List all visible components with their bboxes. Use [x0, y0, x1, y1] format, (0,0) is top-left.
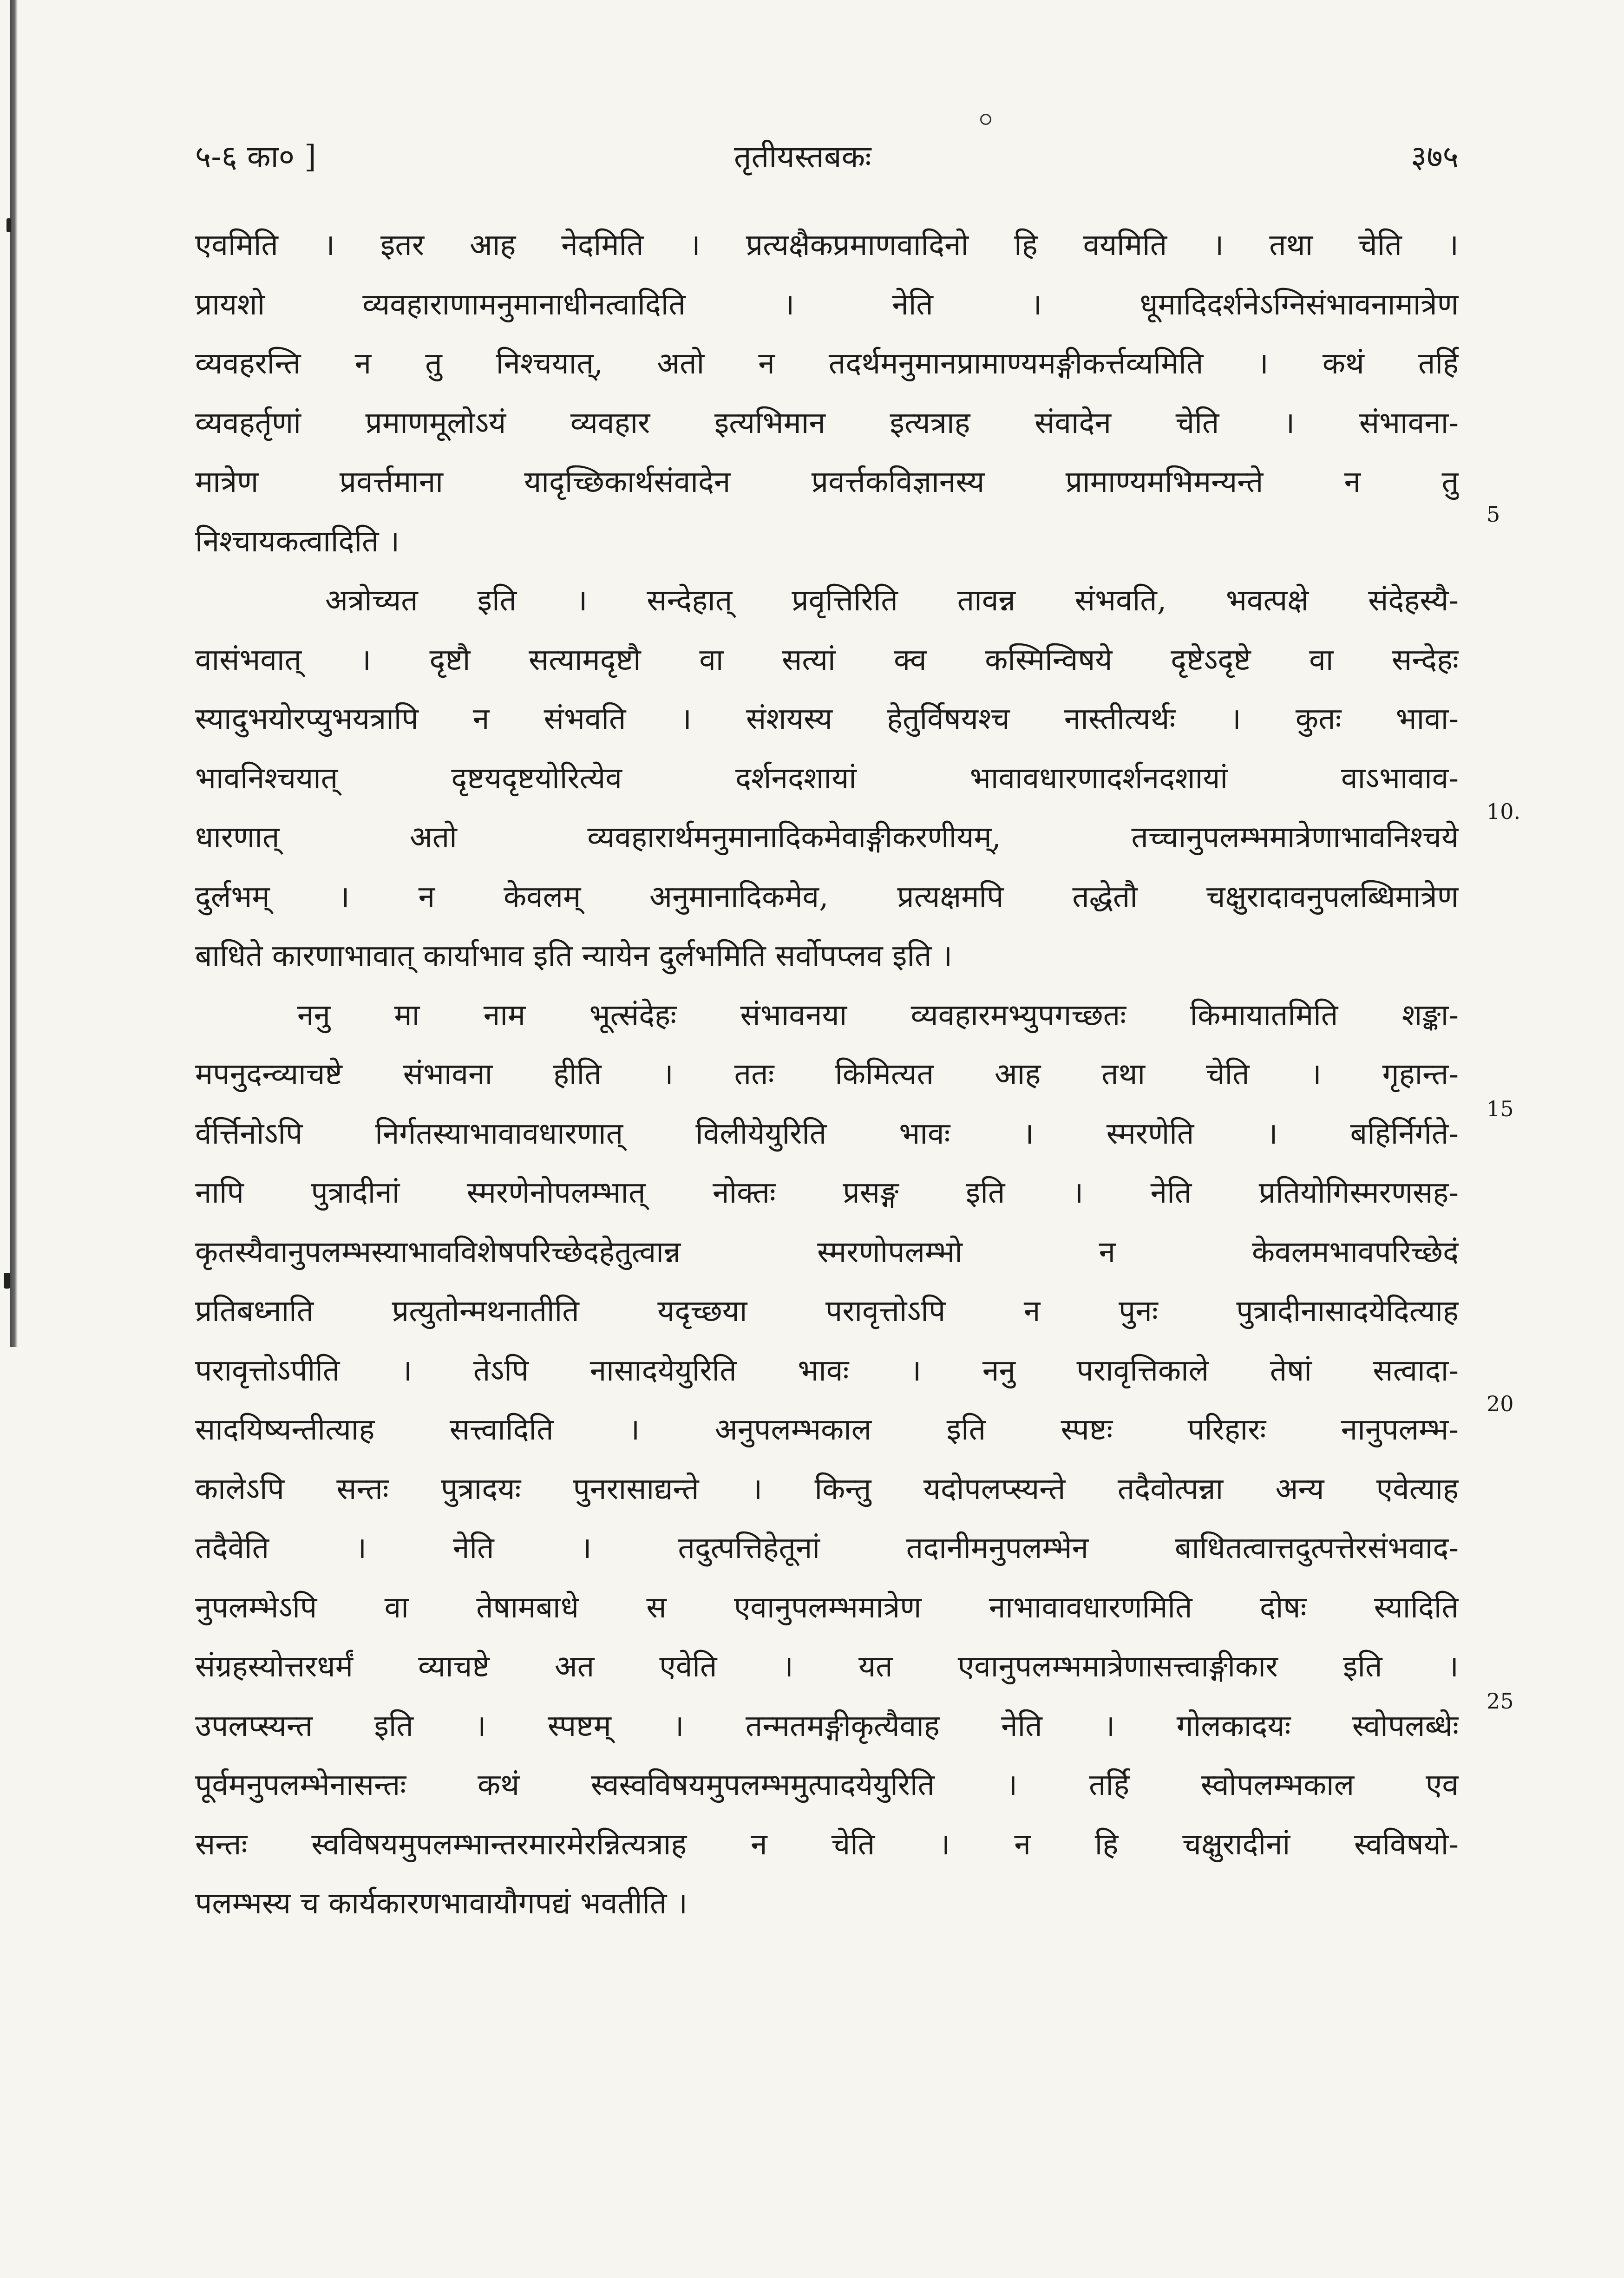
text-line: व्यवहर्तृणां प्रमाणमूलोऽयं व्यवहार इत्यभिमान इत्यत्राह संवादेन चेति । संभावना- — [195, 406, 1459, 440]
binding-mark — [4, 1273, 10, 1289]
text-line: कालेऽपि सन्तः पुत्रादयः पुनरासाद्यन्ते । किन्तु यदोपलप्स्यन्ते तदैवोत्पन्ना अन्य एवेत्याह — [195, 1472, 1459, 1506]
text-line: नापि पुत्रादीनां स्मरणेनोपलम्भात् नोक्तः प्रसङ्ग इति । नेति प्रतियोगिस्मरणसह- — [195, 1176, 1459, 1210]
text-line: उपलप्स्यन्त इति । स्पष्टम् । तन्मतमङ्गीकृत्यैवाह नेति । गोलकादयः स्वोपलब्धेः — [195, 1708, 1459, 1743]
text-line: सादयिष्यन्तीत्याह सत्त्वादिति । अनुपलम्भकाल इति स्पष्टः परिहारः नानुपलम्भ- — [195, 1413, 1459, 1447]
text-line: पूर्वमनुपलम्भेनासन्तः कथं स्वस्वविषयमुपलम्भमुत्पादयेयुरिति । तर्हि स्वोपलम्भकाल एव — [195, 1768, 1459, 1802]
text-line: तदैवेति । नेति । तदुत्पत्तिहेतूनां तदानीमनुपलम्भेन बाधितत्वात्तदुत्पत्तेरसंभवाद- — [195, 1531, 1459, 1565]
text-line: अत्रोच्यत इति । सन्देहात् प्रवृत्तिरिति तावन्न संभवति, भवत्पक्षे संदेहस्यै- — [325, 583, 1459, 618]
text-line: संग्रहस्योत्तरधर्मं व्याचष्टे अत एवेति । यत एवानुपलम्भमात्रेणासत्त्वाङ्गीकार इति । — [195, 1650, 1459, 1684]
text-line: वासंभवात् । दृष्टौ सत्यामदृष्टौ वा सत्यां क्व कस्मिन्विषये दृष्टेऽदृष्टे वा सन्देहः — [195, 642, 1459, 677]
text-line: मात्रेण प्रवर्त्तमाना यादृच्छिकार्थसंवादेन प्रवर्त्तकविज्ञानस्य प्रामाण्यमभिमन्यन्ते न तु — [195, 465, 1459, 499]
chapter-title: तृतीयस्तबकः — [734, 139, 871, 175]
text-line: एवमिति । इतर आह नेदमिति । प्रत्यक्षैकप्रमाणवादिनो हि वयमिति । तथा चेति । — [195, 228, 1459, 262]
page-binding-edge — [10, 0, 18, 1347]
text-line: प्रायशो व्यवहाराणामनुमानाधीनत्वादिति । नेति । धूमादिदर्शनेऽग्निसंभावनामात्रेण — [195, 287, 1459, 322]
ink-dot — [980, 114, 991, 125]
text-line: सन्तः स्वविषयमुपलम्भान्तरमारमेरन्नित्यत्राह न चेति । न हि चक्षुरादीनां स्वविषयो- — [195, 1827, 1459, 1862]
commentary-body — [195, 216, 1459, 1934]
binding-mark — [7, 218, 11, 232]
line-number: 15 — [1486, 1096, 1514, 1121]
line-number: 20 — [1486, 1391, 1514, 1416]
text-line: निश्चायकत्वादिति । — [195, 524, 400, 559]
text-line: बाधिते कारणाभावात् कार्याभाव इति न्यायेन दुर्लभमिति सर्वोपप्लव इति । — [195, 939, 953, 973]
text-line: प्रतिबध्नाति प्रत्युतोन्मथनातीति यदृच्छया परावृत्तोऽपि न पुनः पुत्रादीनासादयेदित्याह — [195, 1294, 1459, 1329]
text-line: ननु मा नाम भूत्संदेहः संभावनया व्यवहारमभ्युपगच्छतः किमायातमिति शङ्का- — [297, 998, 1459, 1033]
line-number: 5 — [1486, 502, 1500, 527]
text-line: र्वर्त्तिनोऽपि निर्गतस्याभावावधारणात् विलीयेयुरिति भावः । स्मरणेति । बहिर्निर्गते- — [195, 1116, 1459, 1151]
page-number: ३७५ — [1411, 139, 1459, 175]
text-line: नुपलम्भेऽपि वा तेषामबाधे स एवानुपलम्भमात्रेण नाभावावधारणमिति दोषः स्यादिति — [195, 1590, 1459, 1625]
section-reference: ५-६ का० ] — [195, 139, 316, 175]
text-line: भावनिश्चयात् दृष्टयदृष्टयोरित्येव दर्शनदशायां भावावधारणादर्शनदशायां वाऽभावाव- — [195, 761, 1459, 796]
text-line: दुर्लभम् । न केवलम् अनुमानादिकमेव, प्रत्यक्षमपि तद्धेतौ चक्षुरादावनुपलब्धिमात्रेण — [195, 879, 1459, 914]
text-line: पलम्भस्य च कार्यकारणभावायौगपद्यं भवतीति । — [195, 1886, 688, 1921]
text-line: व्यवहरन्ति न तु निश्चयात्, अतो न तदर्थमनुमानप्रामाण्यमङ्गीकर्त्तव्यमिति । कथं तर्हि — [195, 347, 1459, 381]
text-line: कृतस्यैवानुपलम्भस्याभावविशेषपरिच्छेदहेतुत्वान्न स्मरणोपलम्भो न केवलमभावपरिच्छेदं — [195, 1235, 1459, 1270]
line-number: 25 — [1486, 1689, 1514, 1714]
line-number: 10. — [1486, 799, 1521, 824]
text-line: धारणात् अतो व्यवहारार्थमनुमानादिकमेवाङ्गीकरणीयम्, तच्चानुपलम्भमात्रेणाभावनिश्चये — [195, 820, 1459, 855]
running-header — [195, 135, 1459, 190]
text-line: परावृत्तोऽपीति । तेऽपि नासादयेयुरिति भावः । ननु परावृत्तिकाले तेषां सत्वादा- — [195, 1353, 1459, 1388]
text-line: स्यादुभयोरप्युभयत्रापि न संभवति । संशयस्य हेतुर्विषयश्च नास्तीत्यर्थः । कुतः भावा- — [195, 702, 1459, 736]
text-line: मपनुदन्व्याचष्टे संभावना हीति । ततः किमित्यत आह तथा चेति । गृहान्त- — [195, 1057, 1459, 1092]
